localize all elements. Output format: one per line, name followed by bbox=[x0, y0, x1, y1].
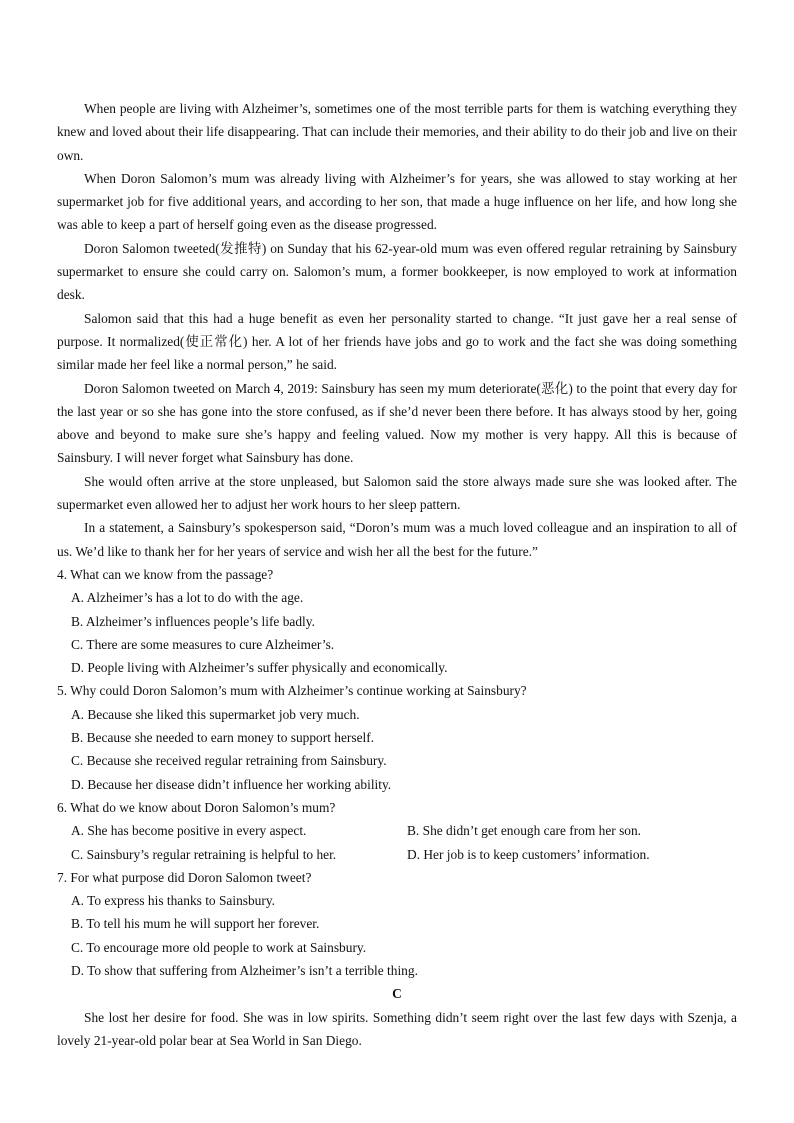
question-7-stem: 7. For what purpose did Doron Salomon tweet? bbox=[57, 869, 312, 885]
question-7-option-c: C. To encourage more old people to work at Sainsbury. bbox=[71, 939, 367, 955]
question-6-option-b: B. She didn’t get enough care from her son. bbox=[407, 823, 642, 839]
question-5-option-c: C. Because she received regular retraining from Sainsbury. bbox=[71, 753, 387, 769]
document-page bbox=[57, 97, 737, 1052]
passage-paragraph-7: In a statement, a Sainsbury’s spokesperson said, “Doron’s mum was a much loved colleague and an inspiration to all of us. We’d like to thank her for her years of service and wish her all the best for the future.” bbox=[57, 520, 737, 559]
question-7-option-d: D. To show that suffering from Alzheimer’s isn’t a terrible thing. bbox=[71, 962, 418, 978]
question-5-option-b: B. Because she needed to earn money to support herself. bbox=[71, 730, 375, 746]
question-5-option-d: D. Because her disease didn’t influence her working ability. bbox=[71, 776, 392, 792]
passage-paragraph-2: When Doron Salomon’s mum was already living with Alzheimer’s for years, she was allowed to stay working at her supermarket job for five additional years, and according to her son, that made a huge influence on her life, and how long she was able to keep a part of herself going even as the disease progressed. bbox=[57, 170, 737, 233]
question-7-option-a: A. To express his thanks to Sainsbury. bbox=[71, 893, 276, 909]
question-5-stem: 5. Why could Doron Salomon’s mum with Alzheimer’s continue working at Sainsbury? bbox=[57, 683, 527, 699]
question-7-option-b: B. To tell his mum he will support her forever. bbox=[71, 916, 320, 932]
passage-paragraph-3: Doron Salomon tweeted(发推特) on Sunday that his 62-year-old mum was even offered regular retraining by Sainsbury supermarket to ensure she could carry on. Salomon’s mum, a former bookkeeper, is now employed to work at information desk. bbox=[57, 240, 737, 303]
question-5-option-a: A. Because she liked this supermarket job very much. bbox=[71, 706, 360, 722]
question-6-row-1 bbox=[57, 819, 737, 842]
question-6-option-c: C. Sainsbury’s regular retraining is helpful to her. bbox=[71, 846, 337, 862]
question-4-option-d: D. People living with Alzheimer’s suffer physically and economically. bbox=[71, 660, 448, 676]
question-6-option-d: D. Her job is to keep customers’ information. bbox=[407, 846, 650, 862]
question-6-option-a: A. She has become positive in every aspect. bbox=[71, 823, 307, 839]
passage-paragraph-5: Doron Salomon tweeted on March 4, 2019: Sainsbury has seen my mum deteriorate(恶化) to the point that every day for the last year or so she has gone into the store confused, as if she’d never been there before. It has always stood by her, going above and beyond to make sure she’s happy and feeling valued. Now my mother is very happy. All this is because of Sainsbury. I will never forget what Sainsbury has done. bbox=[57, 380, 737, 466]
question-6-row-2 bbox=[57, 843, 737, 866]
question-4-option-b: B. Alzheimer’s influences people’s life badly. bbox=[71, 613, 315, 629]
passage-paragraph-4: Salomon said that this had a huge benefit as even her personality started to change. “It just gave her a real sense of purpose. It normalized(使正常化) her. A lot of her friends have jobs and go to work and the fact she was doing something similar made her feel like a normal person,” he said. bbox=[57, 310, 737, 373]
section-c-heading: C bbox=[392, 986, 402, 1002]
question-4-stem: 4. What can we know from the passage? bbox=[57, 566, 274, 582]
passage-paragraph-6: She would often arrive at the store unpleased, but Salomon said the store always made sure she was looked after. The supermarket even allowed her to adjust her work hours to her sleep pattern. bbox=[57, 473, 737, 513]
question-4-option-a: A. Alzheimer’s has a lot to do with the age. bbox=[71, 590, 304, 606]
section-c-paragraph: She lost her desire for food. She was in low spirits. Something didn’t seem right over the last few days with Szenja, a lovely 21-year-old polar bear at Sea World in San Diego. bbox=[57, 1009, 737, 1048]
question-4-option-c: C. There are some measures to cure Alzheimer’s. bbox=[71, 636, 335, 652]
passage-paragraph-1: When people are living with Alzheimer’s, sometimes one of the most terrible parts for them is watching everything they knew and loved about their life disappearing. That can include their memories, and their ability to do their job and live on their own. bbox=[57, 101, 737, 163]
question-6-stem: 6. What do we know about Doron Salomon’s mum? bbox=[57, 799, 336, 815]
